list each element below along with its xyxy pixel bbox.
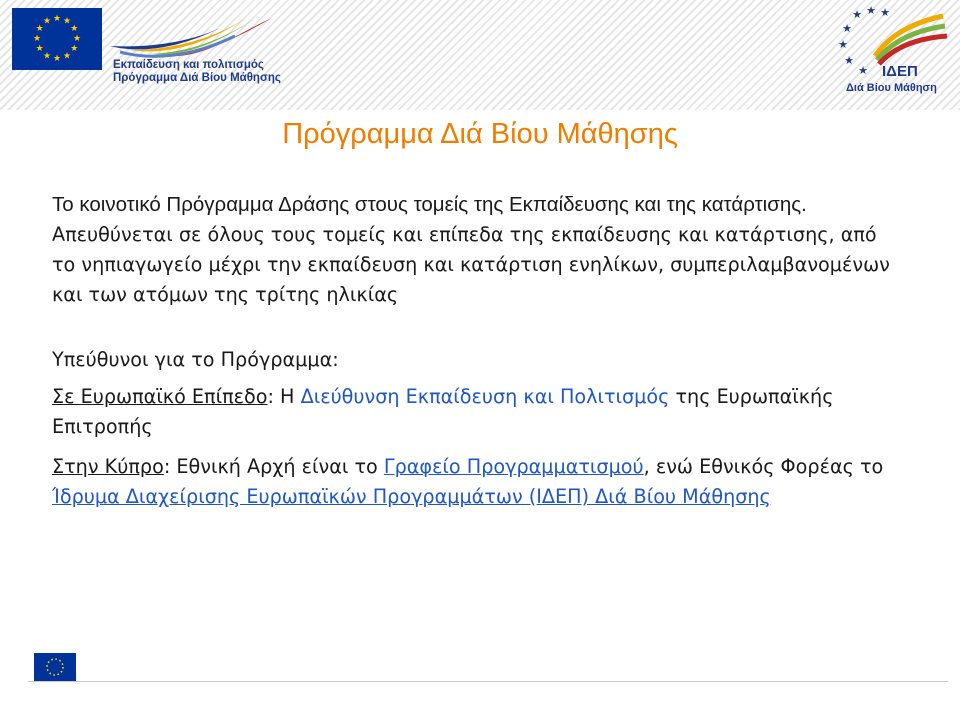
- svg-text:★: ★: [852, 8, 862, 21]
- svg-text:★: ★: [32, 34, 42, 44]
- cyprus-paragraph: [52, 452, 897, 512]
- svg-text:★: ★: [842, 22, 852, 35]
- responsible-heading: Υπεύθυνοι για το Πρόγραμμα:: [52, 348, 339, 371]
- idep-name: ΙΔΕΠ: [882, 63, 918, 80]
- svg-text:★: ★: [880, 6, 890, 19]
- slide-body: [52, 190, 897, 512]
- llp-logo-text: [113, 59, 281, 85]
- svg-text:★: ★: [70, 24, 79, 34]
- svg-text:★: ★: [62, 16, 72, 27]
- euro-level-paragraph: [52, 382, 897, 442]
- svg-text:★: ★: [70, 44, 79, 54]
- euro-level-sep: : Η: [267, 385, 301, 408]
- planning-bureau-link[interactable]: Γραφείο Προγραμματισμού: [383, 455, 644, 478]
- cyprus-mid: , ενώ Εθνικός Φορέας το: [643, 455, 884, 478]
- footer-divider: [28, 681, 948, 682]
- cyprus-label: Στην Κύπρο: [52, 455, 164, 478]
- svg-text:★: ★: [72, 34, 82, 44]
- euro-level-label: Σε Ευρωπαϊκό Επίπεδο: [52, 385, 268, 408]
- svg-text:★: ★: [62, 51, 72, 62]
- directorate-link[interactable]: Διεύθυνση Εκπαίδευση και Πολιτισμός: [300, 385, 670, 408]
- intro-part-1: Το κοινοτικό Πρόγραμμα Δράσης στους τομείς της Εκπαίδευσης και της κατάρτισης.: [52, 193, 807, 216]
- svg-text:★: ★: [844, 54, 854, 67]
- llp-line-2: Πρόγραμμα Διά Βίου Μάθησης: [113, 72, 281, 84]
- euro-level-tail: της Ευρωπαϊκής Επιτροπής: [52, 385, 834, 438]
- idep-subtitle: Διά Βίου Μάθηση: [846, 82, 937, 94]
- svg-text:★: ★: [52, 14, 62, 24]
- header-band: [0, 0, 960, 110]
- svg-text:★: ★: [838, 38, 848, 51]
- svg-text:★: ★: [35, 44, 44, 54]
- llp-line-1: Εκπαίδευση και πολιτισμός: [113, 59, 264, 71]
- idep-foundation-link[interactable]: Ίδρυμα Διαχείρισης Ευρωπαϊκών Προγραμμάτων (ΙΔΕΠ) Διά Βίου Μάθησης: [52, 485, 771, 508]
- intro-part-2: Απευθύνεται σε όλους τους τομείς και επίπεδα της εκπαίδευσης και κατάρτισης, από το νηπιαγωγείο μέχρι την εκπαίδευση και κατάρτιση ενηλίκων, συμπεριλαμβανομένων και των ατόμων της τρίτης ηλικίας: [52, 223, 890, 306]
- eu-flag-icon: [12, 8, 102, 70]
- slide-title: Πρόγραμμα Διά Βίου Μάθησης: [282, 118, 678, 150]
- intro-paragraph: [52, 190, 897, 310]
- svg-text:★: ★: [35, 24, 44, 34]
- svg-text:★: ★: [858, 64, 868, 77]
- svg-text:★: ★: [52, 54, 62, 64]
- svg-text:★: ★: [42, 51, 52, 62]
- svg-text:★: ★: [866, 4, 876, 17]
- eu-flag-icon: [34, 653, 76, 681]
- cyprus-sep: : Εθνική Αρχή είναι το: [163, 455, 384, 478]
- svg-text:★: ★: [42, 16, 52, 27]
